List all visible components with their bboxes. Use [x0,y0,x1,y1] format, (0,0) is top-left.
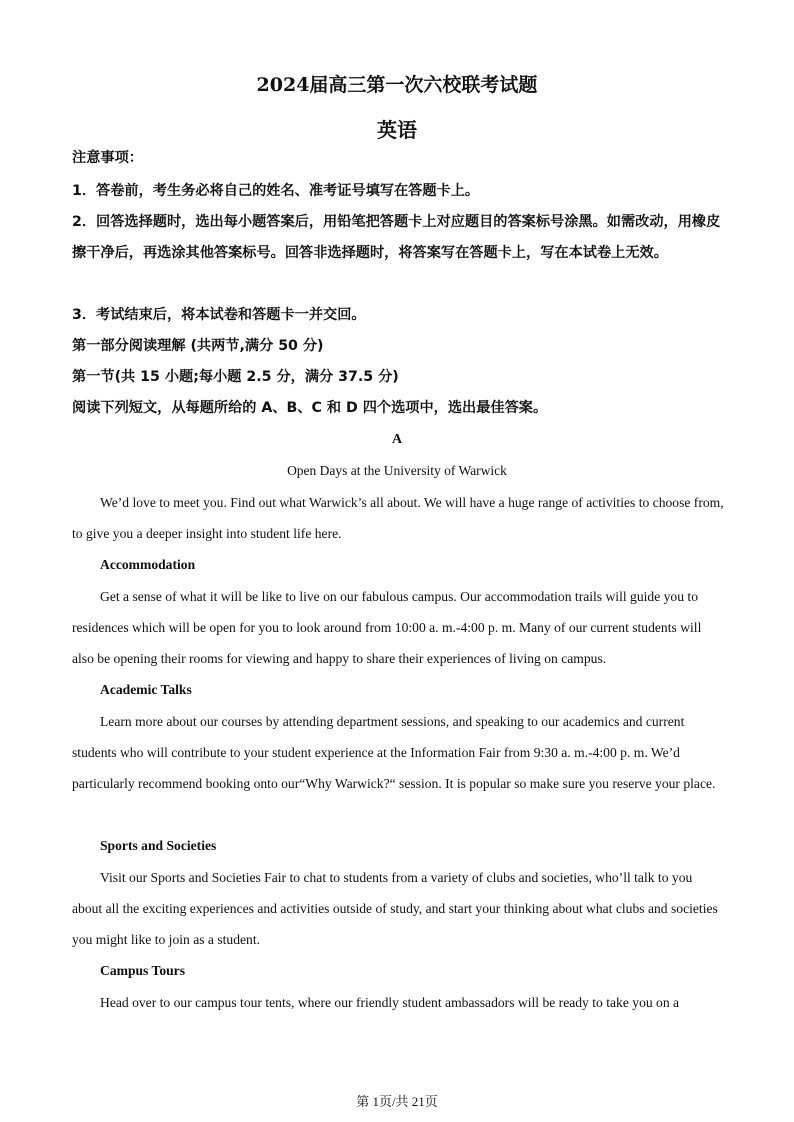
exam-title: 2024届高三第一次六校联考试题 [256,74,538,96]
instruction-text: 阅读下列短文，从每题所给的 A、B、C 和 D 四个选项中，选出最佳答案。 [72,400,548,416]
note-item-3: 3．考试结束后，将本试卷和答题卡一并交回。 [72,307,366,323]
notes-heading: 注意事项： [72,150,143,166]
page-number: 第 1页/共 21页 [356,1094,438,1109]
note-item-2: 2．回答选择题时，选出每小题答案后，用铅笔把答题卡上对应题目的答案标号涂黑。如需改动，用橡皮擦干净后，再选涂其他答案标号。回答非选择题时，将答案写在答题卡上，写在本试卷上无效。 [72,214,721,261]
passage-title: Open Days at the University of Warwick [287,463,507,478]
paragraph-sports: Visit our Sports and Societies Fair to chat to students from a variety of clubs and societies, who’ll talk to you about all the exciting experiences and activities outside of study, and start your thinking about what clubs and societies you might like to join as a student. [72,870,718,948]
paragraph-accommodation: Get a sense of what it will be like to live on our fabulous campus. Our accommodation trails will guide you to residences which will be open for you to look around from 10:00 a. m.-4:00 p. m. Many of our current students will also be opening their rooms for viewing and happy to share their experiences of living on campus. [72,589,702,667]
paragraph-campus-tours: Head over to our campus tour tents, where our friendly student ambassadors will be ready to take you on a [100,995,680,1010]
part-heading: 第一部分阅读理解 (共两节,满分 50 分) [72,338,324,354]
section-heading-campus-tours: Campus Tours [100,963,186,978]
note-item-1: 1．答卷前，考生务必将自己的姓名、准考证号填写在答题卡上。 [72,183,480,199]
subject-title: 英语 [377,118,417,142]
section-heading-academic-talks: Academic Talks [100,682,192,697]
section-heading-accommodation: Accommodation [100,557,196,572]
paragraph-academic-talks: Learn more about our courses by attending department sessions, and speaking to our academics and current students who will contribute to your student experience at the Information Fair from 9:30 a. m.-4:00 p. m. We’d particularly recommend booking onto our“Why Warwick?“ session. It is popular so make sure you reserve your place. [72,714,716,792]
section-heading: 第一节(共 15 小题;每小题 2.5 分，满分 37.5 分) [72,369,399,385]
passage-letter: A [391,432,403,447]
passage-intro: We’d love to meet you. Find out what Warwick’s all about. We will have a huge range of activities to choose from, to give you a deeper insight into student life here. [72,495,724,542]
section-heading-sports: Sports and Societies [100,838,217,853]
